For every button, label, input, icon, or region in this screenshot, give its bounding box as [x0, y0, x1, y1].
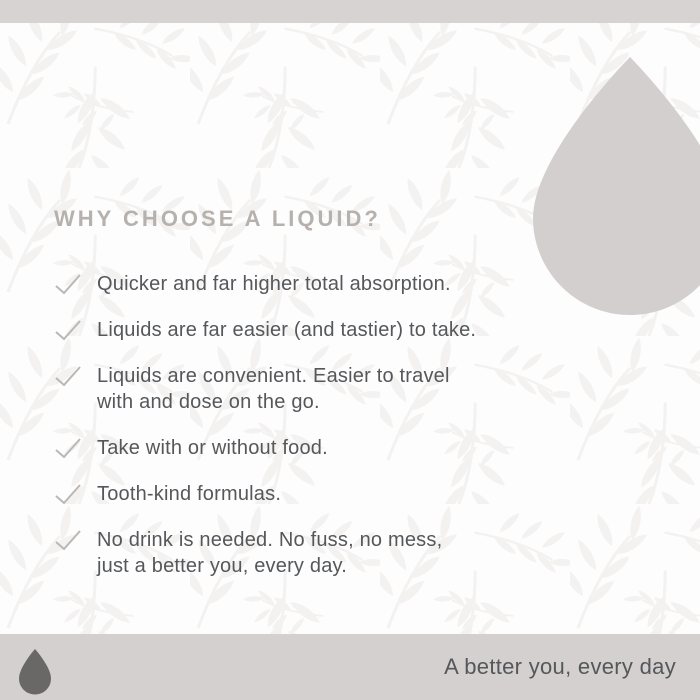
checklist-item [54, 317, 614, 343]
checklist-item-text [97, 435, 328, 461]
checklist-line: Take with or without food. [97, 437, 328, 459]
checklist-line: just a better you, every day. [97, 555, 347, 577]
footer-bar [0, 634, 700, 700]
check-icon [54, 365, 82, 388]
check-icon [54, 529, 82, 552]
checklist-item [54, 481, 614, 507]
check-icon [54, 483, 82, 506]
water-drop-icon [18, 648, 52, 696]
checklist-item-text [97, 317, 476, 343]
check-icon [54, 437, 82, 460]
checklist-item [54, 271, 614, 297]
checklist-line: No drink is needed. No fuss, no mess, [97, 529, 443, 551]
checklist-line: Liquids are convenient. Easier to travel [97, 365, 450, 387]
checklist-item-text [97, 481, 281, 507]
checklist-line: Tooth-kind formulas. [97, 483, 282, 505]
checklist-item [54, 435, 614, 461]
top-border-band [0, 0, 700, 23]
checklist-line: Quicker and far higher total absorption. [97, 273, 451, 295]
checklist-item-text [97, 363, 450, 415]
checklist [54, 271, 614, 579]
check-icon [54, 273, 82, 296]
checklist-line: with and dose on the go. [97, 391, 320, 413]
checklist-item-text [97, 527, 442, 579]
checklist-item [54, 363, 614, 415]
check-icon [54, 319, 82, 342]
checklist-line: Liquids are far easier (and tastier) to take. [97, 319, 477, 341]
main-content [54, 205, 614, 599]
checklist-item [54, 527, 614, 579]
page-title: WHY CHOOSE A LIQUID? [54, 206, 381, 231]
footer-tagline: A better you, every day [444, 654, 676, 679]
checklist-item-text [97, 271, 451, 297]
